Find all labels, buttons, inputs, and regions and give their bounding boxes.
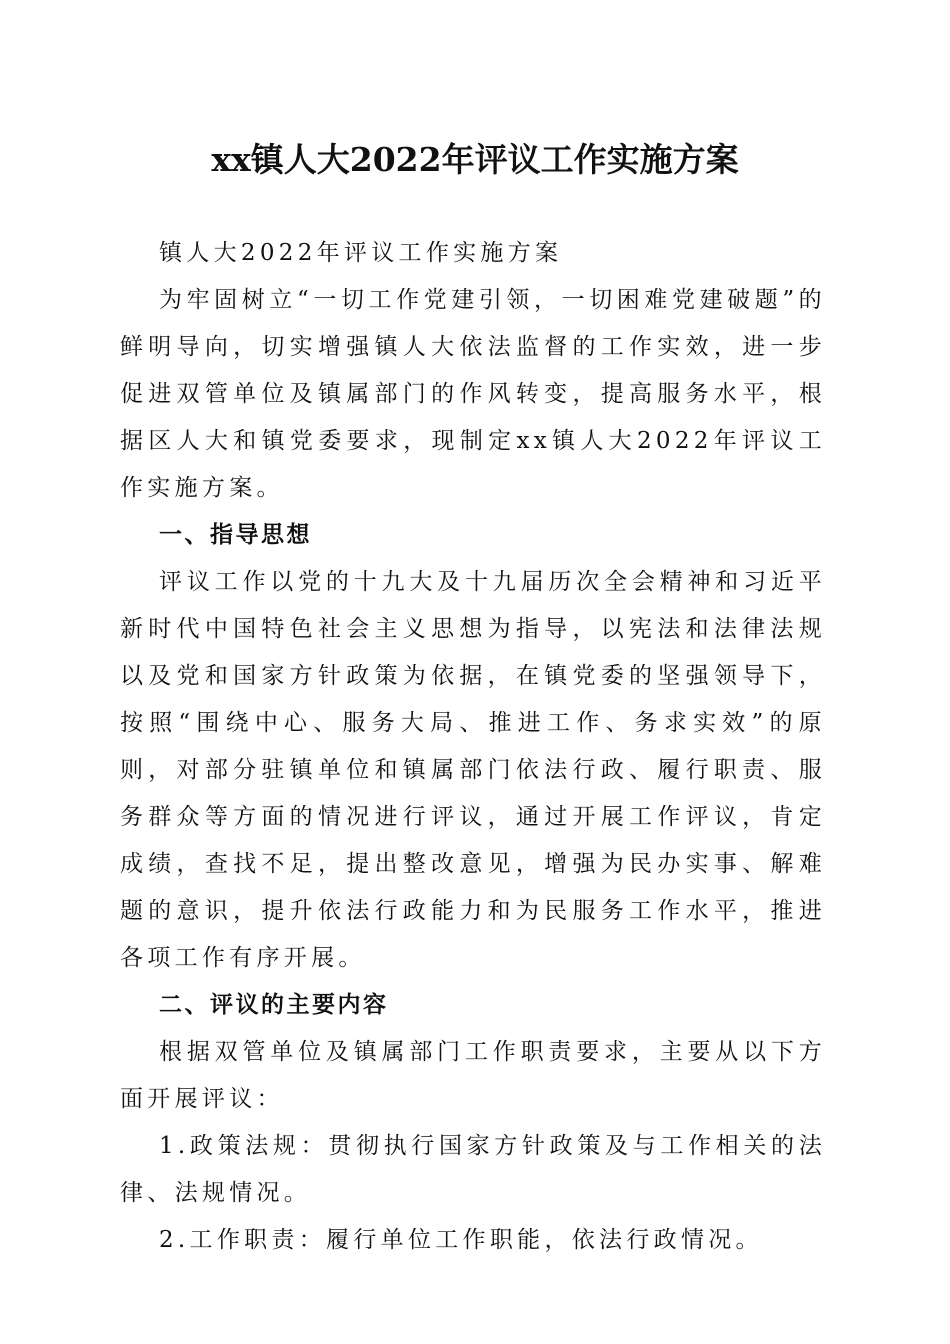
intro-paragraph: 为牢固树立“一切工作党建引领，一切困难党建破题”的鲜明导向，切实增强镇人大依法监督的工作实效，进一步促进双管单位及镇属部门的作风转变，提高服务水平，根据区人大和镇党委要求，现制定xx镇人大2022年评议工作实施方案。 [120,287,826,501]
document-title: xx镇人大2022年评议工作实施方案 [211,140,739,179]
list-item-policy-regulations: 1.政策法规：贯彻执行国家方针政策及与工作相关的法律、法规情况。 [120,1133,826,1206]
list-item-work-duties: 2.工作职责：履行单位工作职能，依法行政情况。 [159,1227,763,1253]
section-heading-guiding-ideology: 一、指导思想 [159,522,312,548]
paragraph-main-content: 根据双管单位及镇属部门工作职责要求，主要从以下方面开展评议： [120,1039,826,1112]
paragraph-guiding-ideology: 评议工作以党的十九大及十九届历次全会精神和习近平新时代中国特色社会主义思想为指导，以宪法和法律法规以及党和国家方针政策为依据，在镇党委的坚强领导下，按照“围绕中心、服务大局、推进工作、务求实效”的原则，对部分驻镇单位和镇属部门依法行政、履行职责、服务群众等方面的情况进行评议，通过开展工作评议，肯定成绩，查找不足，提出整改意见，增强为民办实事、解难题的意识，提升依法行政能力和为民服务工作水平，推进各项工作有序开展。 [120,569,826,971]
section-heading-main-content: 二、评议的主要内容 [159,992,389,1018]
document-body [120,230,826,1264]
document-subtitle: 镇人大2022年评议工作实施方案 [159,240,563,266]
